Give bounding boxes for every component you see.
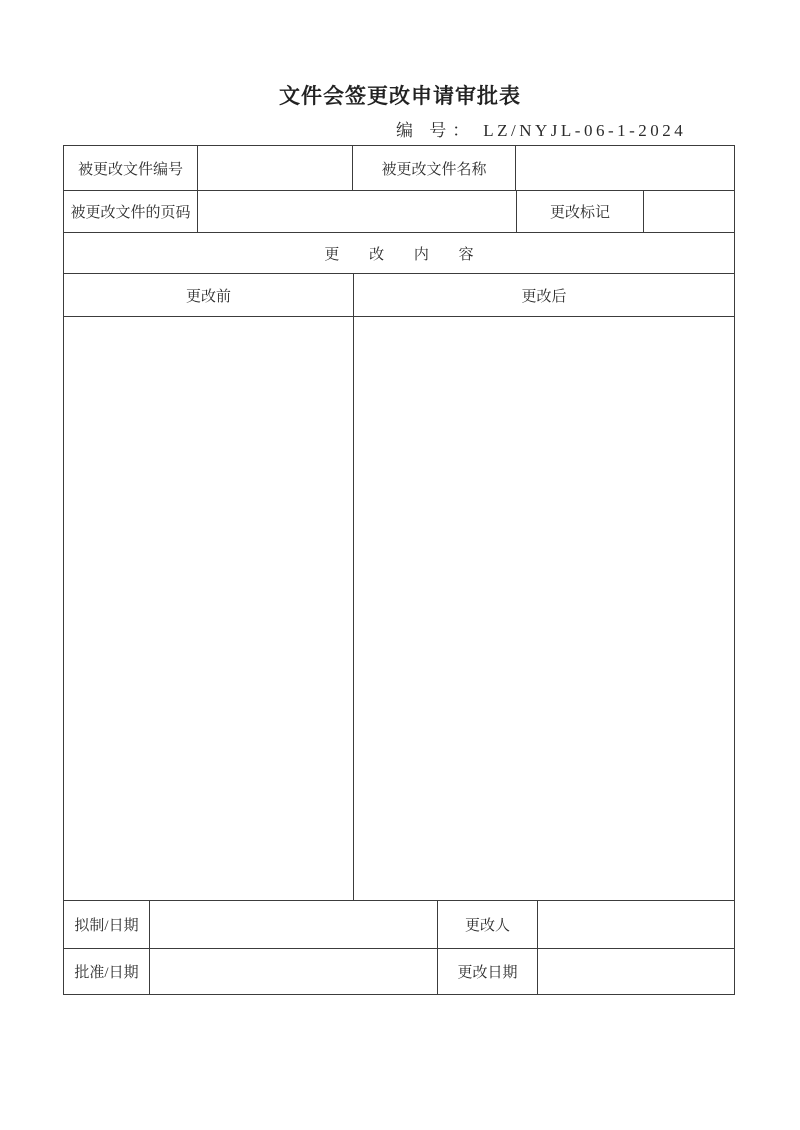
table-row-section-header — [64, 233, 734, 274]
doc-number-label: 编 号： — [396, 121, 476, 140]
table-row-pages-mark — [64, 191, 734, 233]
change-content-header-cell: 更 改 内 容 — [324, 246, 486, 263]
changed-by-value-cell — [538, 901, 734, 948]
change-mark-label-cell: 更改标记 — [517, 191, 644, 232]
approved-by-date-label-cell: 批准/日期 — [64, 949, 150, 994]
after-change-label-cell: 更改后 — [521, 288, 567, 305]
drafted-by-date-label-cell: 拟制/日期 — [64, 901, 150, 948]
changed-doc-number-label-cell: 被更改文件编号 — [64, 146, 198, 190]
changed-doc-pages-value-cell — [198, 191, 517, 232]
changed-doc-name-label-cell: 被更改文件名称 — [353, 146, 516, 190]
changed-doc-pages-label-cell: 被更改文件的页码 — [64, 191, 198, 232]
before-change-label-cell: 更改前 — [64, 274, 354, 316]
after-change-content-cell — [354, 317, 734, 900]
changed-by-label-cell: 更改人 — [438, 901, 538, 948]
approval-form-table — [63, 145, 735, 995]
drafted-by-date-value-cell — [150, 901, 438, 948]
table-row-doc-identity — [64, 146, 734, 191]
table-row-before-after-headers — [64, 274, 734, 317]
table-row-drafter — [64, 901, 734, 949]
table-row-approver — [64, 949, 734, 994]
change-date-value-cell — [538, 949, 734, 994]
page-title: 文件会签更改申请审批表 — [279, 84, 521, 108]
before-change-content-cell — [64, 317, 354, 900]
changed-doc-name-value-cell — [516, 146, 734, 190]
change-date-label-cell: 更改日期 — [438, 949, 538, 994]
doc-number-line — [396, 119, 686, 143]
change-mark-value-cell — [644, 191, 734, 232]
doc-number-value: LZ/NYJL-06-1-2024 — [483, 121, 687, 140]
changed-doc-number-value-cell — [198, 146, 353, 190]
table-row-change-content — [64, 317, 734, 901]
approved-by-date-value-cell — [150, 949, 438, 994]
